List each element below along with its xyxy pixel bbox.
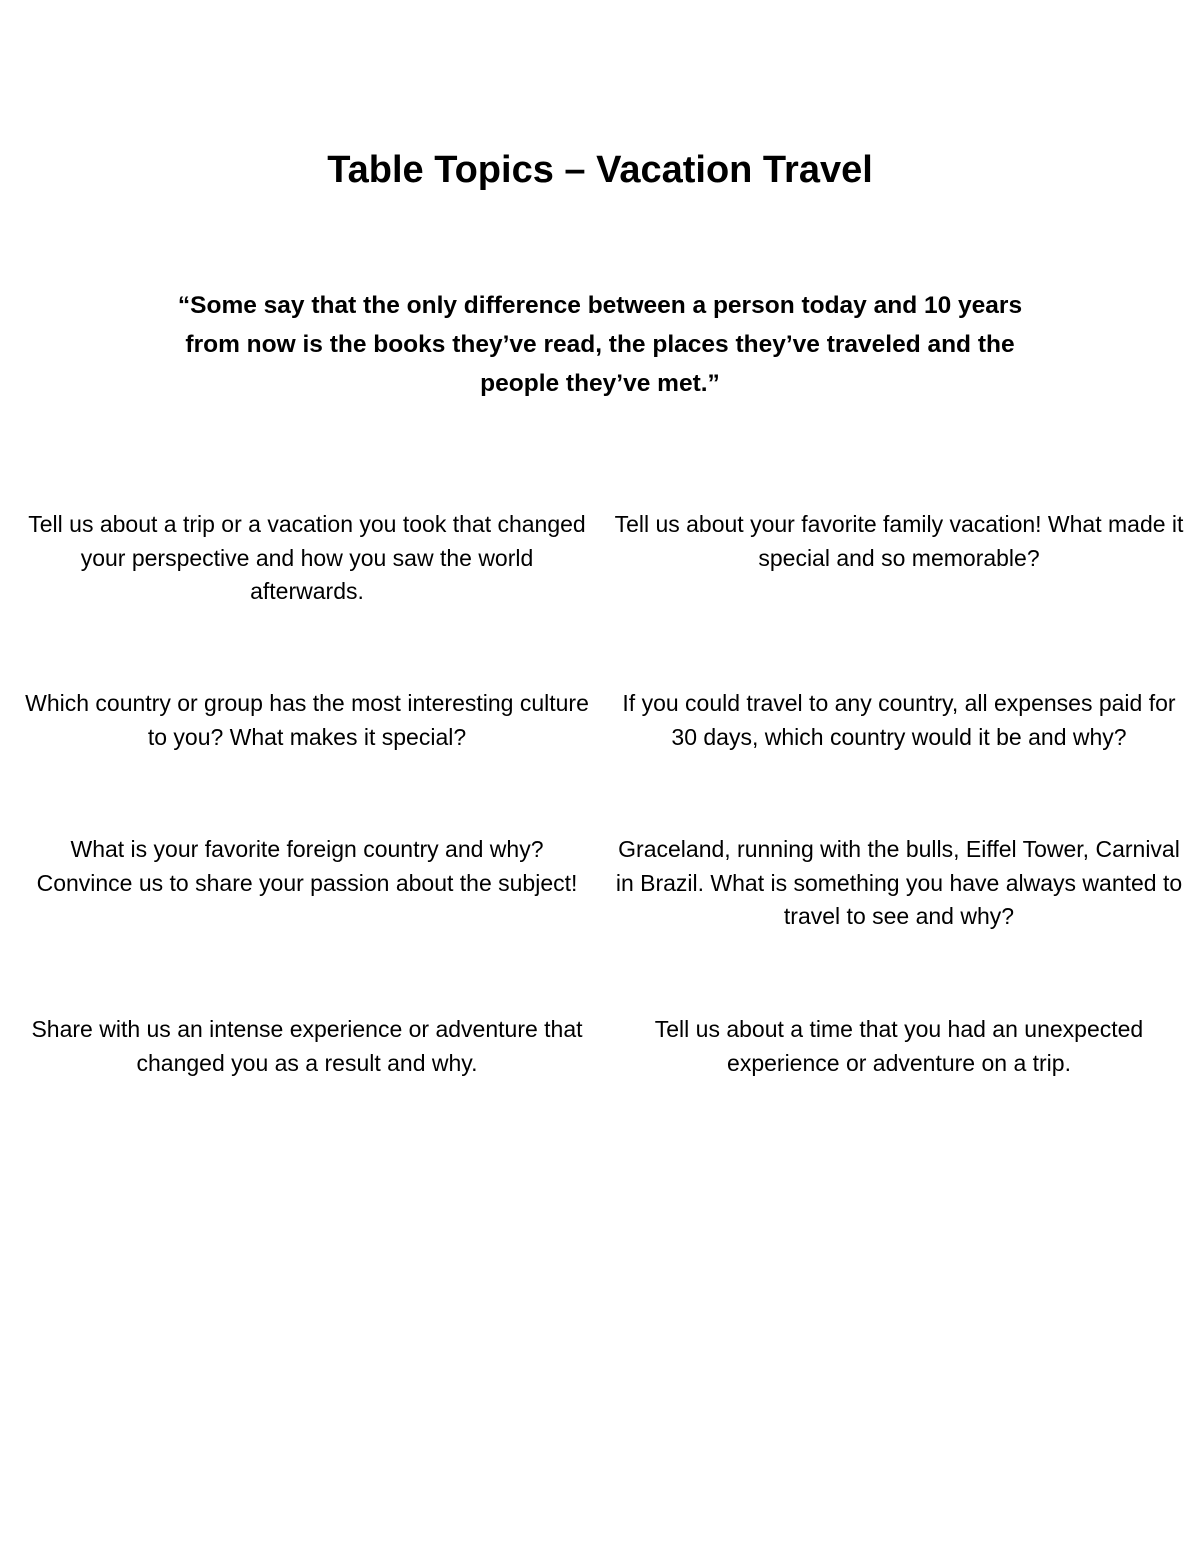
topic-prompt-3: Which country or group has the most interesting culture to you? What makes it special?: [25, 690, 589, 750]
topic-prompt-7: Share with us an intense experience or adventure that changed you as a result and why.: [31, 1016, 583, 1076]
topic-prompt-2: Tell us about your favorite family vacation! What made it special and so memorable?: [614, 511, 1184, 571]
topic-prompt-8: Tell us about a time that you had an unexpected experience or adventure on a trip.: [654, 1016, 1144, 1076]
page-title: Table Topics – Vacation Travel: [327, 149, 873, 191]
travel-quote: “Some say that the only difference between a person today and 10 years from now is the books they’ve read, the places they’ve traveled and the people they’ve met.”: [177, 292, 1023, 397]
topic-prompt-6: Graceland, running with the bulls, Eiffel Tower, Carnival in Brazil. What is something you have always wanted to travel to see and why?: [615, 836, 1183, 929]
topic-prompt-4: If you could travel to any country, all expenses paid for 30 days, which country would it be and why?: [622, 690, 1176, 750]
topic-prompt-1: Tell us about a trip or a vacation you took that changed your perspective and how you saw the world afterwards.: [28, 511, 586, 604]
topic-prompt-5: What is your favorite foreign country and why? Convince us to share your passion about the subject!: [36, 836, 578, 896]
